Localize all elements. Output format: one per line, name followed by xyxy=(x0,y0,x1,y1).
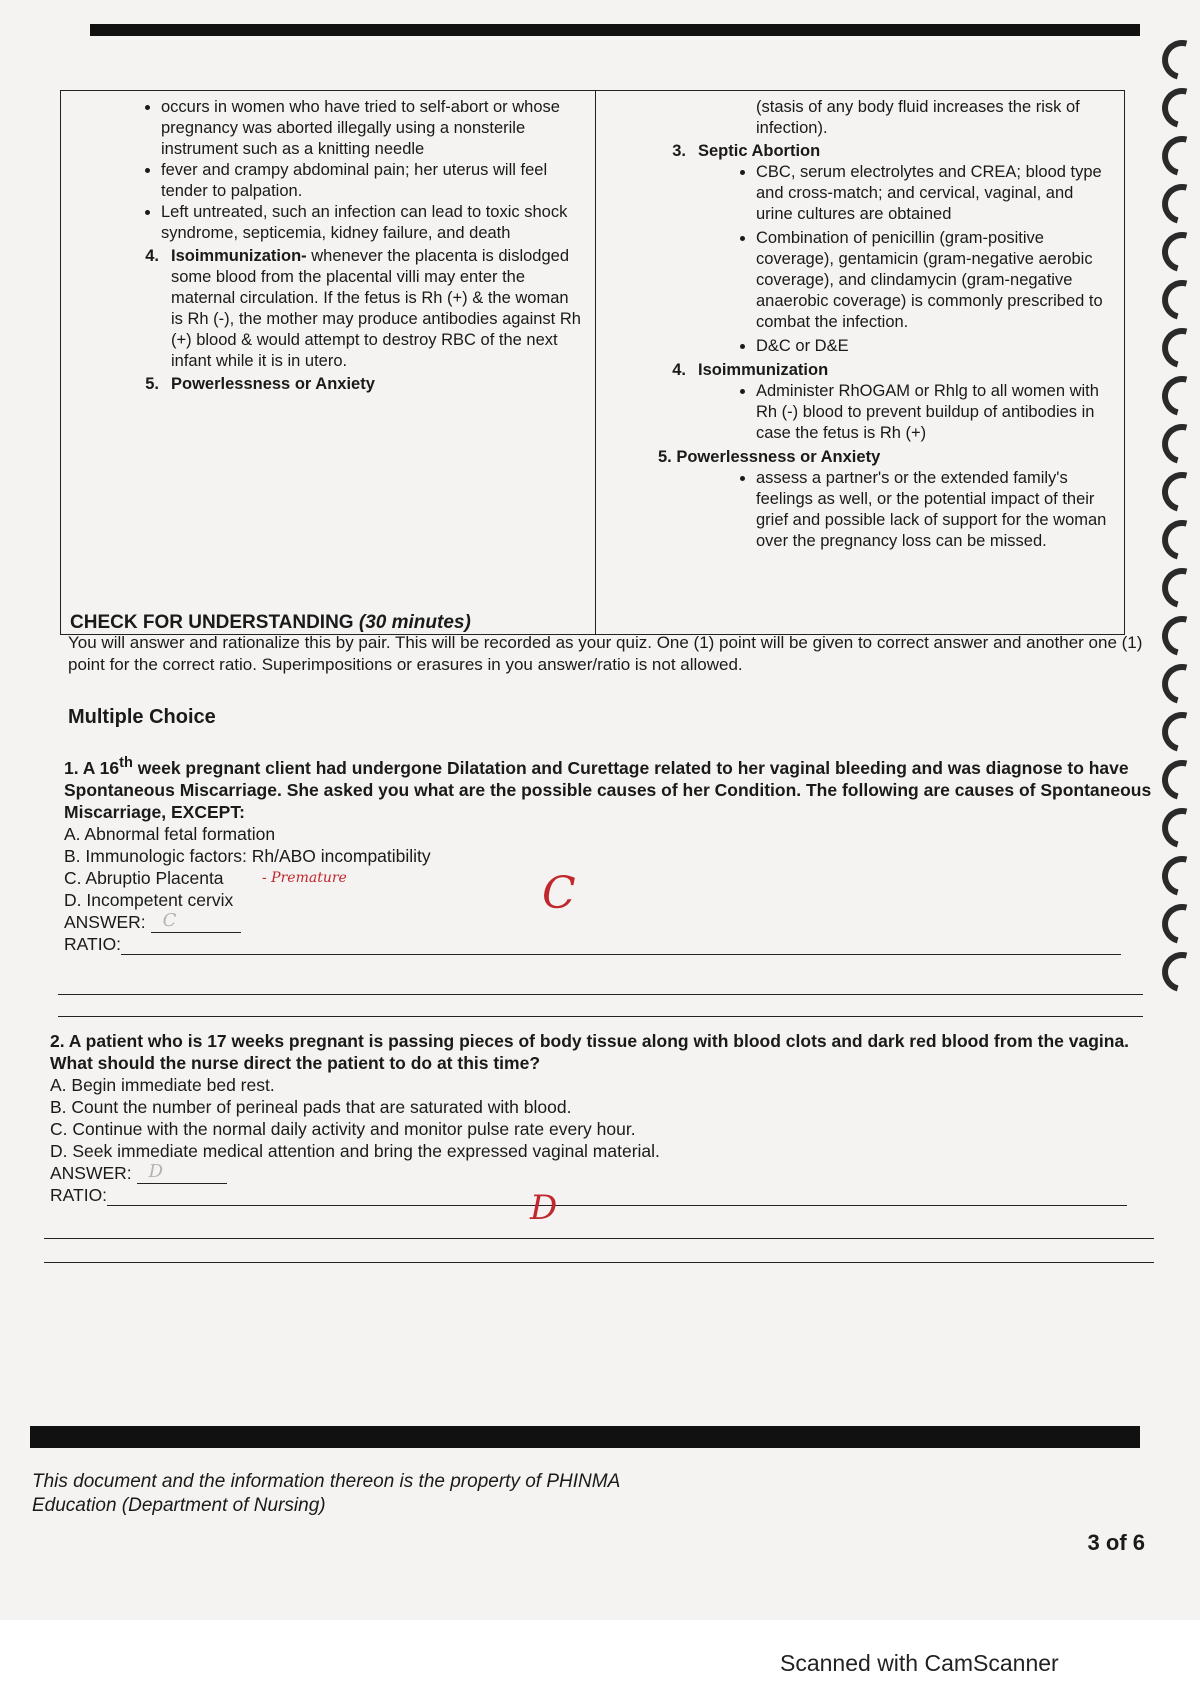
handwritten-note: - Premature xyxy=(262,870,347,886)
item-number: 4. xyxy=(672,361,686,379)
heading-text: CHECK FOR UNDERSTANDING xyxy=(70,612,359,633)
option-b: B. Count the number of perineal pads that are saturated with blood. xyxy=(50,1097,572,1117)
instructions-paragraph: You will answer and rationalize this by pair. This will be recorded as your quiz. One (1) point will be given to correct answer and another one (1) point for the correct ratio. Superimpositions or erasures in you answer/ratio is not allowed. xyxy=(68,633,1143,674)
binding-coil xyxy=(1155,465,1200,520)
table-right-column xyxy=(596,91,1124,634)
care-plan-table xyxy=(60,90,1125,635)
item-number: 3. xyxy=(672,142,686,160)
stem-superscript: th xyxy=(119,755,133,771)
handwritten-answer: D xyxy=(148,1161,163,1182)
footer-line: Education (Department of Nursing) xyxy=(32,1495,326,1516)
binding-coil xyxy=(1155,897,1200,952)
ratio-field[interactable] xyxy=(107,1189,1127,1206)
right-item-5-title: 5. Powerlessness or Anxiety xyxy=(658,448,881,466)
question-stem xyxy=(64,752,1154,823)
answer-row xyxy=(64,911,1154,933)
option-a: A. Begin immediate bed rest. xyxy=(50,1075,275,1095)
list-item: • CBC, serum electrolytes and CREA; blood type and cross-match; and cervical, vaginal, and urine cultures are obtained xyxy=(756,162,1114,225)
item-number: 4. xyxy=(145,247,159,265)
heading-time: (30 minutes) xyxy=(358,612,471,633)
scanner-watermark: Scanned with CamScanner xyxy=(780,1650,1059,1676)
multiple-choice-heading: Multiple Choice xyxy=(68,706,216,728)
handwritten-answer-large: C xyxy=(542,868,576,919)
binding-coil xyxy=(1155,657,1200,712)
item-title: Isoimmunization xyxy=(698,361,829,379)
page-number: 3 of 6 xyxy=(1087,1530,1145,1555)
option-a: A. Abnormal fetal formation xyxy=(64,823,276,844)
option-b: B. Immunologic factors: Rh/ABO incompatibility xyxy=(64,845,431,866)
answer-label: ANSWER: xyxy=(50,1163,132,1183)
item-title: Powerlessness or Anxiety xyxy=(171,375,375,393)
binding-coil xyxy=(1155,81,1200,136)
item-text: whenever the placenta is dislodged some blood from the placental villi may enter the maternal circulation. If the fetus is Rh (+) & the woman is Rh (-), the mother may produce antibodies against Rh (+) blood & would attempt to destroy RBC of the next infant while it is in utero. xyxy=(171,247,581,370)
answer-row xyxy=(50,1162,1140,1184)
list-item: • assess a partner's or the extended family's feelings as well, or the potential impact of their grief and possible lack of support for the woman over the pregnancy loss can be missed. xyxy=(756,468,1114,552)
item-number: 5. xyxy=(145,375,159,393)
binding-coil xyxy=(1155,177,1200,232)
left-item-5 xyxy=(119,374,585,395)
option-d: D. Seek immediate medical attention and bring the expressed vaginal material. xyxy=(50,1141,660,1161)
item-title: Septic Abortion xyxy=(698,142,821,160)
list-item: • occurs in women who have tried to self-abort or whose pregnancy was aborted illegally using a nonsterile instrument such as a knitting needle xyxy=(161,97,585,160)
question-1 xyxy=(64,752,1154,955)
ratio-label: RATIO: xyxy=(64,933,122,954)
binding-coil xyxy=(1155,513,1200,568)
right-bullet-list xyxy=(606,381,1114,444)
handwritten-answer-large: D xyxy=(530,1188,558,1228)
list-item: • fever and crampy abdominal pain; her uterus will feel tender to palpation. xyxy=(161,160,585,202)
option-c: C. Continue with the normal daily activity and monitor pulse rate every hour. xyxy=(50,1119,636,1139)
question-2 xyxy=(50,1030,1140,1206)
binding-coil xyxy=(1155,609,1200,664)
binding-coil xyxy=(1155,753,1200,808)
handwritten-answer: C xyxy=(162,909,177,931)
ratio-rule xyxy=(44,1238,1154,1239)
binding-coil xyxy=(1155,417,1200,472)
ratio-label: RATIO: xyxy=(50,1185,108,1205)
right-item-3 xyxy=(646,141,1114,162)
binding-coil xyxy=(1155,801,1200,856)
answer-field[interactable] xyxy=(137,1161,227,1184)
option-c: C. Abruptio Placenta xyxy=(64,867,224,888)
ratio-row xyxy=(50,1184,1140,1206)
left-item-4 xyxy=(119,246,585,372)
ratio-rule xyxy=(44,1262,1154,1263)
answer-label: ANSWER: xyxy=(64,911,146,932)
list-item: • D&C or D&E xyxy=(756,336,1114,357)
list-item: • Administer RhOGAM or Rhlg to all women with Rh (-) blood to prevent buildup of antibodies in case the fetus is Rh (+) xyxy=(756,381,1114,444)
binding-coil xyxy=(1155,945,1200,1000)
list-item: • Left untreated, such an infection can lead to toxic shock syndrome, septicemia, kidney failure, and death xyxy=(161,202,585,244)
binding-coil xyxy=(1155,369,1200,424)
ratio-rule xyxy=(58,994,1143,995)
binding-coil xyxy=(1155,273,1200,328)
binding-coil xyxy=(1155,561,1200,616)
binding-coil xyxy=(1155,33,1200,88)
answer-field[interactable] xyxy=(151,909,241,933)
table-left-column xyxy=(61,91,596,634)
binding-coil xyxy=(1155,129,1200,184)
right-item-4 xyxy=(646,360,1114,381)
left-bullet-list xyxy=(71,97,585,244)
binding-coil xyxy=(1155,849,1200,904)
footer-notice xyxy=(32,1470,620,1518)
option-d: D. Incompetent cervix xyxy=(64,889,234,910)
ratio-rule xyxy=(58,1016,1143,1017)
ratio-row xyxy=(64,933,1154,955)
footer-band xyxy=(30,1426,1140,1448)
question-stem: 2. A patient who is 17 weeks pregnant is passing pieces of body tissue along with blood clots and dark red blood from the vagina. What should the nurse direct the patient to do at this time? xyxy=(50,1031,1130,1073)
right-bullet-list xyxy=(606,162,1114,357)
stem-part: week pregnant client had undergone Dilatation and Curettage related to her vaginal bleeding and was diagnose to have Spontaneous Miscarriage. She asked you what are the possible causes of her Condition. The following are causes of Spontaneous Miscarriage, EXCEPT: xyxy=(64,757,1152,822)
footer-line: This document and the information thereon is the property of PHINMA xyxy=(32,1471,621,1492)
spiral-binding xyxy=(1152,40,1200,1040)
continued-text: (stasis of any body fluid increases the risk of infection). xyxy=(756,98,1080,137)
ratio-field[interactable] xyxy=(121,938,1121,955)
right-bullet-list xyxy=(606,468,1114,552)
list-item: • Combination of penicillin (gram-positive coverage), gentamicin (gram-negative aerobic coverage), and clindamycin (gram-negative anaerobic coverage) is commonly prescribed to combat the infection. xyxy=(756,228,1114,333)
binding-coil xyxy=(1155,321,1200,376)
item-title: Isoimmunization- xyxy=(171,247,307,265)
binding-coil xyxy=(1155,705,1200,760)
section-heading xyxy=(70,612,471,634)
binding-coil xyxy=(1155,225,1200,280)
stem-part: 1. A 16 xyxy=(64,757,120,778)
header-rule xyxy=(90,24,1140,36)
